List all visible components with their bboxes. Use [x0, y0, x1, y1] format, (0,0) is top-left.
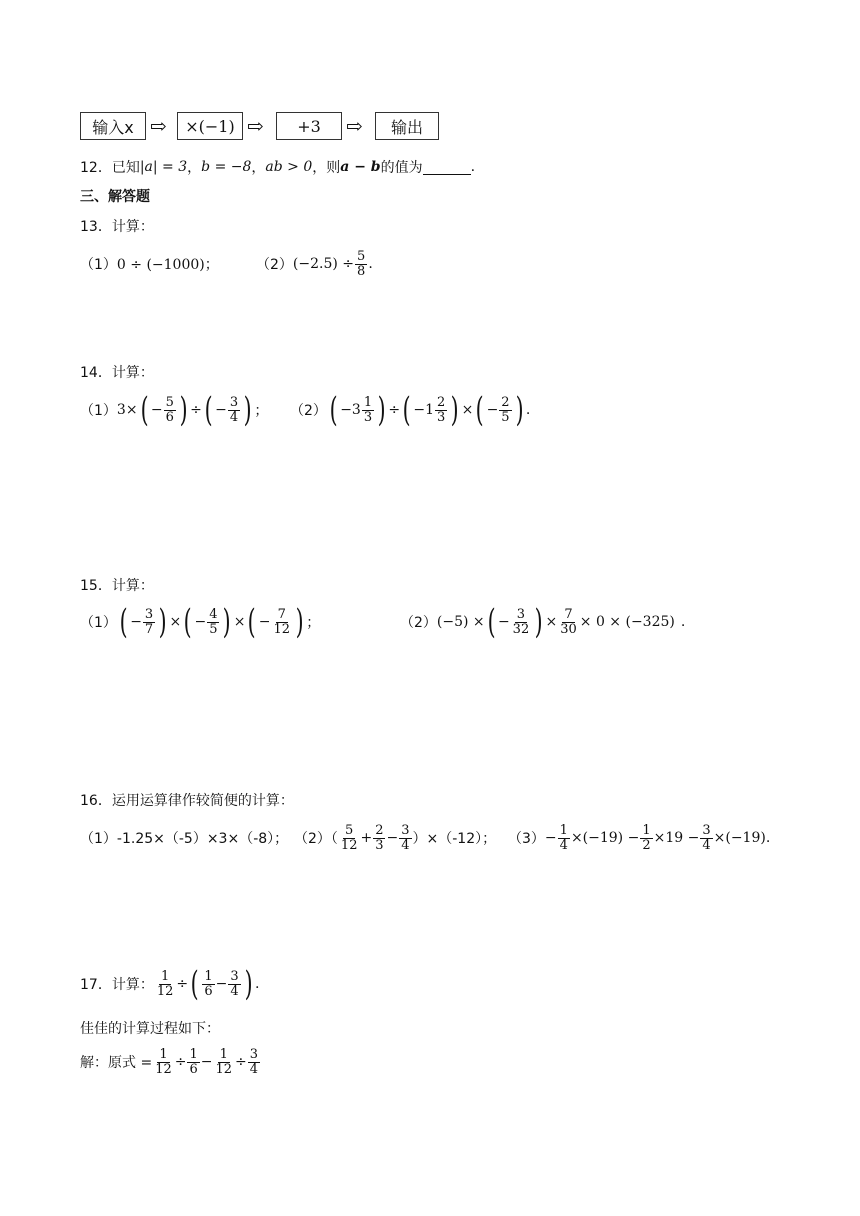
- numerator: 3: [229, 394, 239, 410]
- q14-part1-fraction-2: [228, 396, 240, 425]
- minus-sign: −: [215, 976, 228, 992]
- q16-part3: [508, 818, 770, 858]
- numerator: 4: [209, 606, 218, 622]
- q15-title: 15．计算：: [80, 578, 154, 594]
- q13-part2-label: （2）: [256, 257, 293, 273]
- minus-sign: −: [200, 1054, 213, 1070]
- q14-part1-end: ；: [254, 403, 269, 419]
- left-paren: (: [487, 602, 496, 642]
- q13-part1: [80, 252, 219, 276]
- numerator: 2: [437, 394, 446, 410]
- left-paren: (: [119, 602, 128, 642]
- q13-part2: [256, 245, 373, 283]
- numerator: 1: [559, 822, 568, 838]
- numerator: 1: [363, 394, 373, 410]
- q13-part1-label: （1）: [80, 257, 117, 273]
- flow-add-box: [276, 112, 342, 140]
- q12-suffix: 的值为: [380, 160, 423, 176]
- numerator: 2: [501, 394, 510, 410]
- q14-part2-whole-1: −3: [340, 402, 361, 418]
- q17-title: 17．计算：: [80, 977, 154, 993]
- denominator: 30: [560, 621, 577, 637]
- denominator: 3: [363, 409, 373, 425]
- left-paren: (: [190, 964, 199, 1004]
- q12-separator-1: ，: [187, 160, 202, 176]
- flow-output-box: [375, 112, 439, 140]
- divide-sign: ÷: [176, 976, 189, 992]
- flow-input-box: [80, 112, 146, 140]
- q16-part3-label: （3）: [508, 831, 545, 847]
- q14-part2-whole-2: −1: [413, 402, 435, 418]
- q16-part1: （1）-1.25×（-5）×3×（-8）；: [80, 831, 289, 847]
- q17-solution-fraction-1: [153, 1048, 174, 1077]
- minus-sign: −: [194, 614, 207, 630]
- flow-multiply-label: ×(−1): [185, 116, 235, 136]
- left-paren: (: [204, 390, 213, 430]
- divide-sign: ÷: [174, 1054, 187, 1070]
- q13-part1-expression: 0 ÷ (−1000)；: [116, 257, 219, 273]
- numerator: 3: [144, 606, 154, 622]
- numerator: 3: [516, 606, 526, 622]
- minus-sign: −: [258, 614, 271, 630]
- question-12: [80, 157, 475, 177]
- q13-fraction: [355, 250, 367, 279]
- q17-solution-fraction-3: [213, 1048, 234, 1077]
- left-paren: (: [329, 390, 338, 430]
- q16-part2: [294, 818, 496, 858]
- q12-condition-a: |a| = 3: [139, 159, 188, 175]
- q13-part2-end: .: [368, 256, 373, 272]
- q14-part2-operator-2: ×: [461, 402, 474, 418]
- q17-solution: [80, 1042, 261, 1082]
- q12-condition-ab: ab > 0: [265, 159, 313, 175]
- numerator: 5: [345, 822, 354, 838]
- denominator: 4: [559, 837, 568, 853]
- denominator: 12: [155, 1061, 172, 1077]
- left-paren: (: [475, 390, 484, 430]
- numerator: 2: [375, 822, 384, 838]
- denominator: 6: [204, 983, 213, 999]
- denominator: 4: [702, 837, 711, 853]
- q12-prefix: 已知: [111, 160, 140, 176]
- q14-part2-sign-3: −: [486, 402, 499, 418]
- divide-sign: ÷: [235, 1054, 247, 1070]
- denominator: 4: [249, 1061, 259, 1077]
- numerator: 3: [230, 968, 239, 984]
- minus-sign: −: [497, 614, 510, 630]
- right-paren: ): [295, 602, 304, 642]
- numerator: 3: [401, 822, 410, 838]
- q12-answer-blank: [423, 160, 471, 175]
- q17-fraction-2: [202, 970, 214, 999]
- q14-part2-mixed-2: [435, 396, 447, 425]
- numerator: 7: [564, 606, 573, 622]
- denominator: 4: [229, 409, 239, 425]
- denominator: 12: [156, 983, 174, 999]
- times-sign: ×: [169, 614, 182, 630]
- q15-part2-tail: × 0 × (−325): [579, 614, 675, 630]
- q13-title: 13．计算：: [80, 219, 154, 235]
- left-paren: (: [402, 390, 411, 430]
- times-sign: ×: [233, 614, 246, 630]
- denominator: 2: [642, 837, 651, 853]
- minus-sign: −: [386, 830, 399, 846]
- left-paren: (: [248, 602, 257, 642]
- right-paren: ): [223, 602, 232, 642]
- q14-part1: [80, 388, 268, 432]
- denominator: 12: [273, 621, 291, 637]
- flow-arrow-2: ⇨: [247, 114, 264, 138]
- numerator: 1: [219, 1046, 228, 1062]
- q12-end: .: [470, 159, 476, 175]
- denominator: 12: [340, 837, 358, 853]
- denominator: 4: [401, 837, 410, 853]
- q16-part3-fraction-1: [558, 824, 570, 853]
- flow-add-label: +3: [297, 116, 321, 136]
- numerator: 1: [204, 968, 213, 984]
- denominator: 7: [144, 621, 154, 637]
- right-paren: ): [534, 602, 543, 642]
- q15-part2-fraction-2: [558, 608, 579, 637]
- q12-separator-2: ，: [251, 160, 266, 176]
- q14-part1-label: （1）: [80, 403, 117, 419]
- q15-part1-fraction-1: [143, 608, 155, 637]
- q16-part3-fraction-3: [700, 824, 712, 853]
- right-paren: ): [450, 390, 459, 430]
- flow-multiply-box: [177, 112, 243, 140]
- q14-part1-fraction-1: [164, 396, 176, 425]
- q17-solution-fraction-4: [248, 1048, 260, 1077]
- q15-part2-label: （2）: [400, 615, 437, 631]
- q15-part2-end: .: [680, 614, 686, 630]
- q15-part2-fraction-1: [511, 608, 532, 637]
- denominator: 32: [512, 621, 530, 637]
- q14-part2: [290, 388, 530, 432]
- left-paren: (: [140, 390, 149, 430]
- q12-separator-3: ，则: [312, 160, 341, 176]
- left-paren: (: [183, 602, 192, 642]
- q14-part2-operator-1: ÷: [388, 402, 401, 418]
- denominator: 6: [189, 1061, 198, 1077]
- numerator: 1: [189, 1046, 198, 1062]
- q15-part1-fraction-2: [207, 608, 219, 637]
- q16-part3-term-3: ×(−19): [713, 830, 766, 846]
- q15-part1-fraction-3: [271, 608, 292, 637]
- right-paren: ): [244, 964, 253, 1004]
- q14-part1-coefficient: 3×: [116, 402, 138, 418]
- q17-fraction-3: [228, 970, 240, 999]
- q14-part2-fraction-3: [499, 396, 511, 425]
- numerator: 3: [249, 1046, 259, 1062]
- q15-part1: [80, 600, 320, 644]
- denominator: 4: [230, 983, 239, 999]
- q16-part3-fraction-2: [640, 824, 652, 853]
- q14-part2-end: .: [525, 402, 531, 418]
- numerator: 1: [159, 1046, 168, 1062]
- flow-input-label: 输入x: [92, 117, 134, 137]
- q14-part1-sign-2: −: [215, 402, 227, 418]
- q14-part1-sign-1: −: [150, 402, 163, 418]
- times-sign: ×: [545, 614, 558, 630]
- q12-condition-b: b = −8: [201, 159, 252, 175]
- right-paren: ): [515, 390, 524, 430]
- q15-part2-prefix: (−5) ×: [436, 614, 485, 630]
- section-header: 三、解答题: [80, 189, 150, 205]
- q17-problem: [80, 962, 259, 1006]
- q17-end: .: [254, 976, 260, 992]
- q13-fraction-denominator: 8: [357, 263, 366, 279]
- numerator: 7: [277, 606, 286, 622]
- q12-expression: a − b: [340, 159, 381, 175]
- numerator: 5: [165, 394, 174, 410]
- numerator: 1: [642, 822, 651, 838]
- q16-title: 16．运用运算律作较简便的计算：: [80, 793, 294, 809]
- numerator: 3: [702, 822, 711, 838]
- q16-part3-term-2: ×19 −: [653, 830, 700, 846]
- q16-part2-fraction-2: [373, 824, 385, 853]
- plus-sign: +: [360, 830, 373, 846]
- q16-part2-label: （2）（: [294, 831, 338, 847]
- q14-part1-operator: ÷: [190, 402, 202, 418]
- q12-number: 12．: [80, 160, 112, 176]
- denominator: 3: [437, 409, 446, 425]
- denominator: 5: [501, 409, 510, 425]
- right-paren: ): [377, 390, 386, 430]
- q15-part2: [400, 600, 685, 644]
- flow-arrow-3: ⇨: [346, 114, 363, 138]
- q14-part2-mixed-1: [362, 396, 374, 425]
- minus-sign: −: [130, 614, 142, 630]
- q16-part2-fraction-1: [339, 824, 360, 853]
- q14-title: 14．计算：: [80, 365, 154, 381]
- right-paren: ): [243, 390, 252, 430]
- right-paren: ): [158, 602, 167, 642]
- flow-arrow-1: ⇨: [150, 114, 167, 138]
- denominator: 12: [215, 1061, 233, 1077]
- q16-part2-end: ）×（-12）；: [412, 831, 497, 847]
- denominator: 3: [375, 837, 384, 853]
- q16-part3-end: .: [765, 830, 771, 846]
- minus-sign: −: [544, 830, 557, 846]
- q17-fraction-1: [155, 970, 176, 999]
- q13-fraction-numerator: 5: [357, 248, 366, 264]
- q15-part1-label: （1）: [80, 615, 117, 631]
- q16-part2-fraction-3: [399, 824, 411, 853]
- q16-part3-term-1: ×(−19) −: [570, 830, 640, 846]
- q17-solution-label: 解：原式 =: [80, 1055, 153, 1071]
- denominator: 5: [209, 621, 218, 637]
- flow-output-label: 输出: [390, 117, 423, 137]
- q14-part2-label: （2）: [290, 403, 327, 419]
- denominator: 6: [165, 409, 174, 425]
- q15-part1-end: ；: [306, 615, 321, 631]
- q13-part2-prefix: (−2.5) ÷: [292, 256, 355, 272]
- q17-solution-fraction-2: [187, 1048, 199, 1077]
- q17-intro-line: 佳佳的计算过程如下：: [80, 1021, 220, 1037]
- numerator: 1: [160, 968, 170, 984]
- right-paren: ): [179, 390, 188, 430]
